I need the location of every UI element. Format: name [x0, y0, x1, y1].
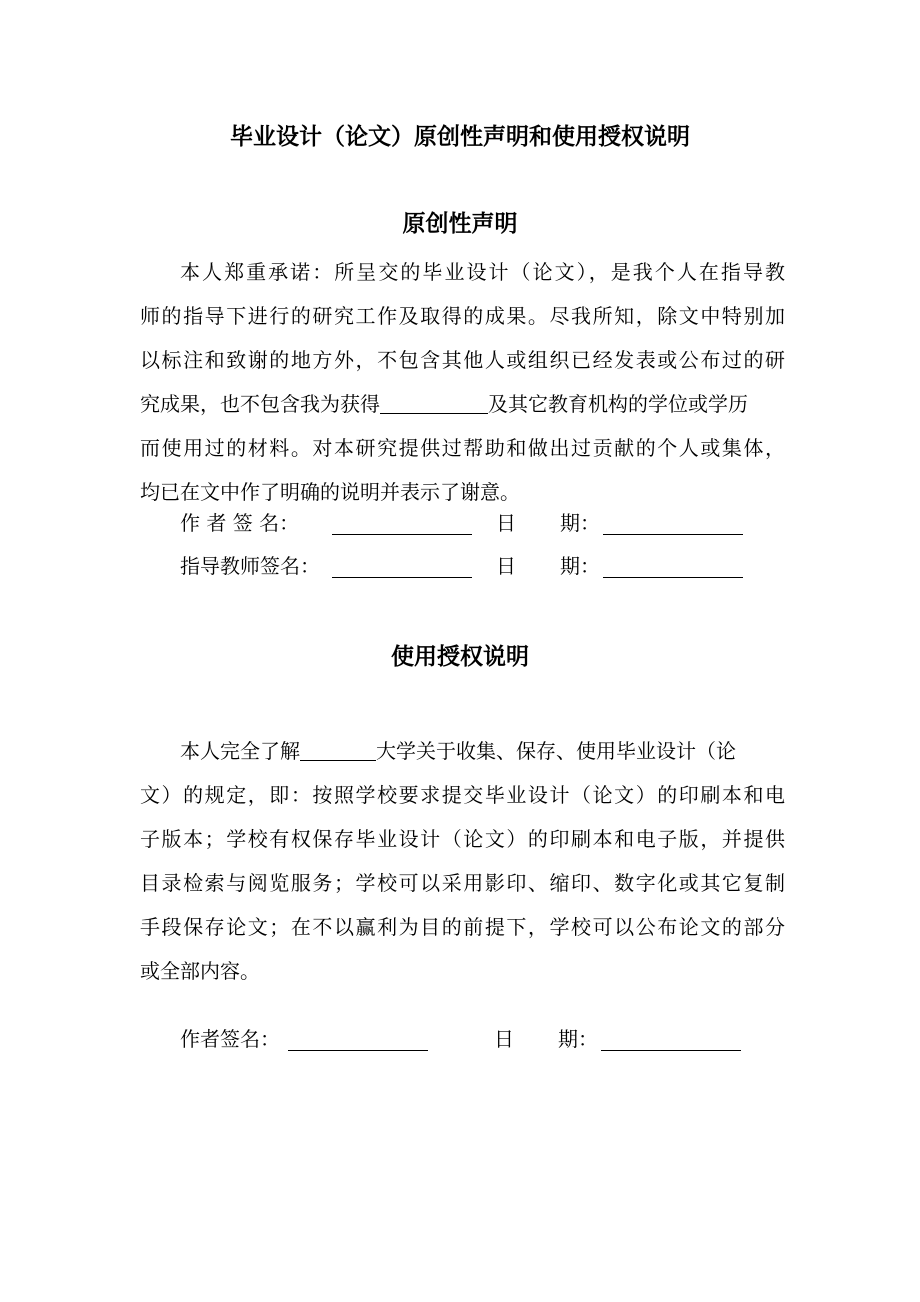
- paragraph-line: 目录检索与阅览服务；学校可以采用影印、缩印、数字化或其它复制: [140, 871, 785, 895]
- paragraph-line: 手段保存论文；在不以赢利为目的前提下，学校可以公布论文的部分: [140, 915, 785, 939]
- paragraph-line: 或全部内容。: [140, 959, 260, 983]
- authorization-signature-field[interactable]: [288, 1049, 428, 1051]
- date-label-char: 日: [496, 511, 516, 535]
- line-text: 究成果，也不包含我为获得: [140, 392, 380, 416]
- paragraph-line-with-blank: [140, 382, 785, 426]
- paragraph-line: 本人郑重承诺：所呈交的毕业设计（论文），是我个人在指导教: [180, 260, 785, 284]
- author-signature-label: 作 者 签 名：: [180, 511, 300, 535]
- author-date-field[interactable]: [603, 533, 743, 535]
- paragraph-line: 文）的规定，即：按照学校要求提交毕业设计（论文）的印刷本和电: [140, 783, 785, 807]
- originality-paragraph: [140, 250, 785, 514]
- author-signature-field[interactable]: [332, 533, 472, 535]
- authorization-heading: 使用授权说明: [391, 644, 529, 670]
- paragraph-line: 而使用过的材料。对本研究提供过帮助和做出过贡献的个人或集体，: [140, 436, 785, 460]
- advisor-signature-label: 指导教师签名：: [180, 554, 320, 578]
- paragraph-line: 以标注和致谢的地方外，不包含其他人或组织已经发表或公布过的研: [140, 348, 785, 372]
- document-title: 毕业设计（论文）原创性声明和使用授权说明: [230, 124, 690, 150]
- authorization-signature-label: 作者签名：: [180, 1027, 280, 1051]
- line-text: 本人完全了解: [180, 739, 300, 763]
- date-label-char: 日: [496, 554, 516, 578]
- paragraph-line: 师的指导下进行的研究工作及取得的成果。尽我所知，除文中特别加: [140, 304, 785, 328]
- advisor-signature-field[interactable]: [332, 576, 472, 578]
- authorization-date-field[interactable]: [601, 1049, 741, 1051]
- paragraph-line: 均已在文中作了明确的说明并表示了谢意。: [140, 480, 520, 504]
- date-label-char: 日: [494, 1027, 514, 1051]
- advisor-date-field[interactable]: [603, 576, 743, 578]
- authorization-paragraph: [140, 729, 785, 993]
- date-label-char: 期：: [560, 511, 600, 535]
- degree-blank[interactable]: [380, 393, 488, 414]
- date-label-char: 期：: [558, 1027, 598, 1051]
- paragraph-line-with-blank: [140, 729, 785, 773]
- paragraph-line: 子版本；学校有权保存毕业设计（论文）的印刷本和电子版，并提供: [140, 827, 785, 851]
- line-text: 及其它教育机构的学位或学历: [488, 392, 748, 416]
- line-text: 大学关于收集、保存、使用毕业设计（论: [376, 739, 736, 763]
- university-blank[interactable]: [300, 740, 376, 761]
- date-label-char: 期：: [560, 554, 600, 578]
- originality-heading: 原创性声明: [402, 211, 518, 237]
